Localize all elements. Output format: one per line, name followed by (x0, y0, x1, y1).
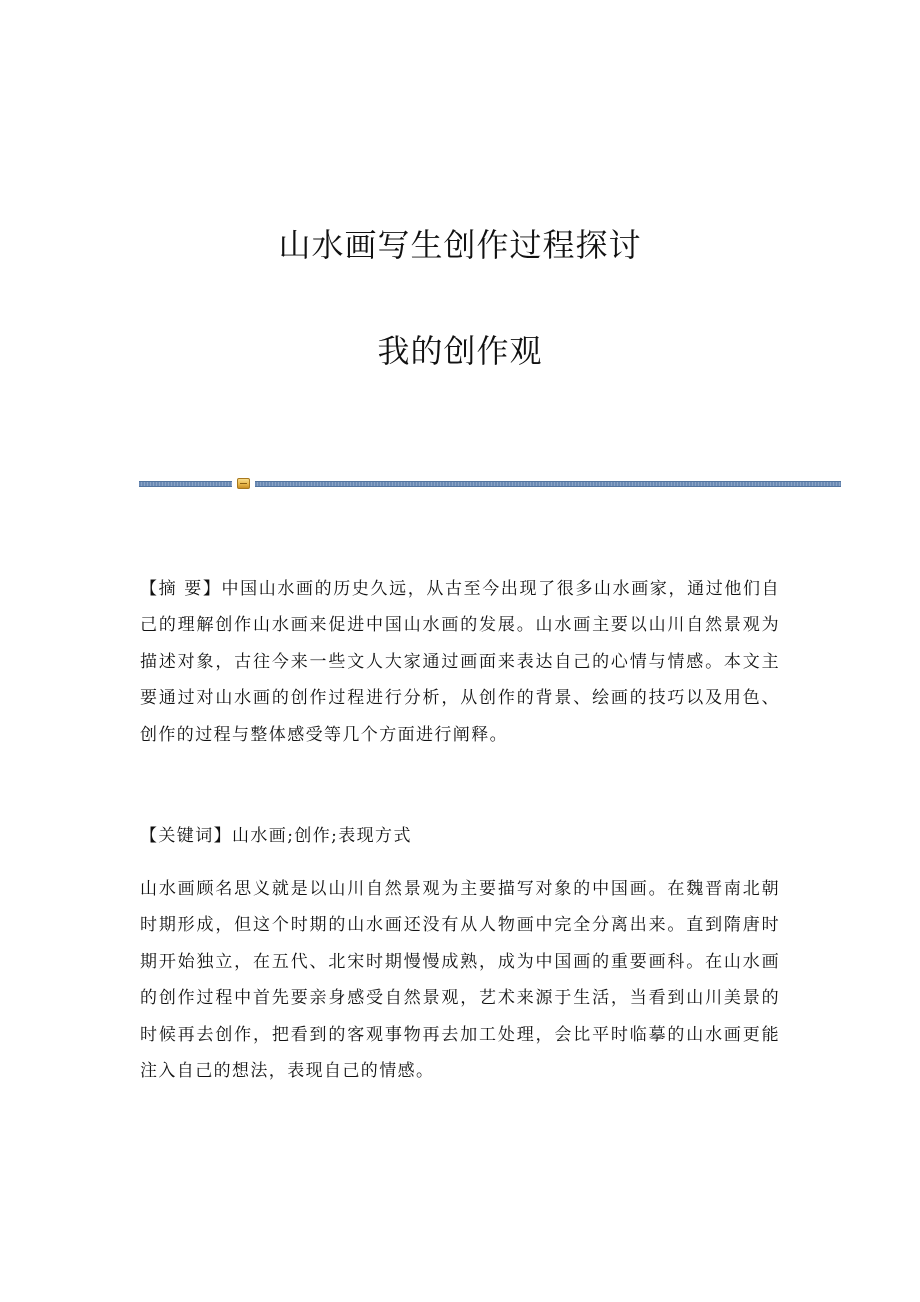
keywords-line: 【关键词】山水画;创作;表现方式 (140, 826, 412, 846)
divider-bar-left (139, 481, 232, 487)
divider-bar-right (255, 481, 841, 487)
body-paragraph: 山水画顾名思义就是以山川自然景观为主要描写对象的中国画。在魏晋南北朝时期形成，但这个时期的山水画还没有从人物画中完全分离出来。直到隋唐时期开始独立，在五代、北宋时期慢慢成熟，成为中国画的重要画科。在山水画的创作过程中首先要亲身感受自然景观，艺术来源于生活，当看到山川美景的时候再去创作，把看到的客观事物再去加工处理，会比平时临摹的山水画更能注入自己的想法，表现自己的情感。 (140, 879, 780, 1082)
section-divider (139, 477, 841, 491)
divider-ornament-icon (237, 478, 250, 489)
document-title: 山水画写生创作过程探讨 (278, 226, 642, 264)
document-subtitle: 我的创作观 (377, 332, 543, 370)
abstract-paragraph: 【摘 要】中国山水画的历史久远，从古至今出现了很多山水画家，通过他们自己的理解创作山水画来促进中国山水画的发展。山水画主要以山川自然景观为描述对象，古往今来一些文人大家通过画面来表达自己的心情与情感。本文主要通过对山水画的创作过程进行分析，从创作的背景、绘画的技巧以及用色、创作的过程与整体感受等几个方面进行阐释。 (140, 579, 780, 745)
